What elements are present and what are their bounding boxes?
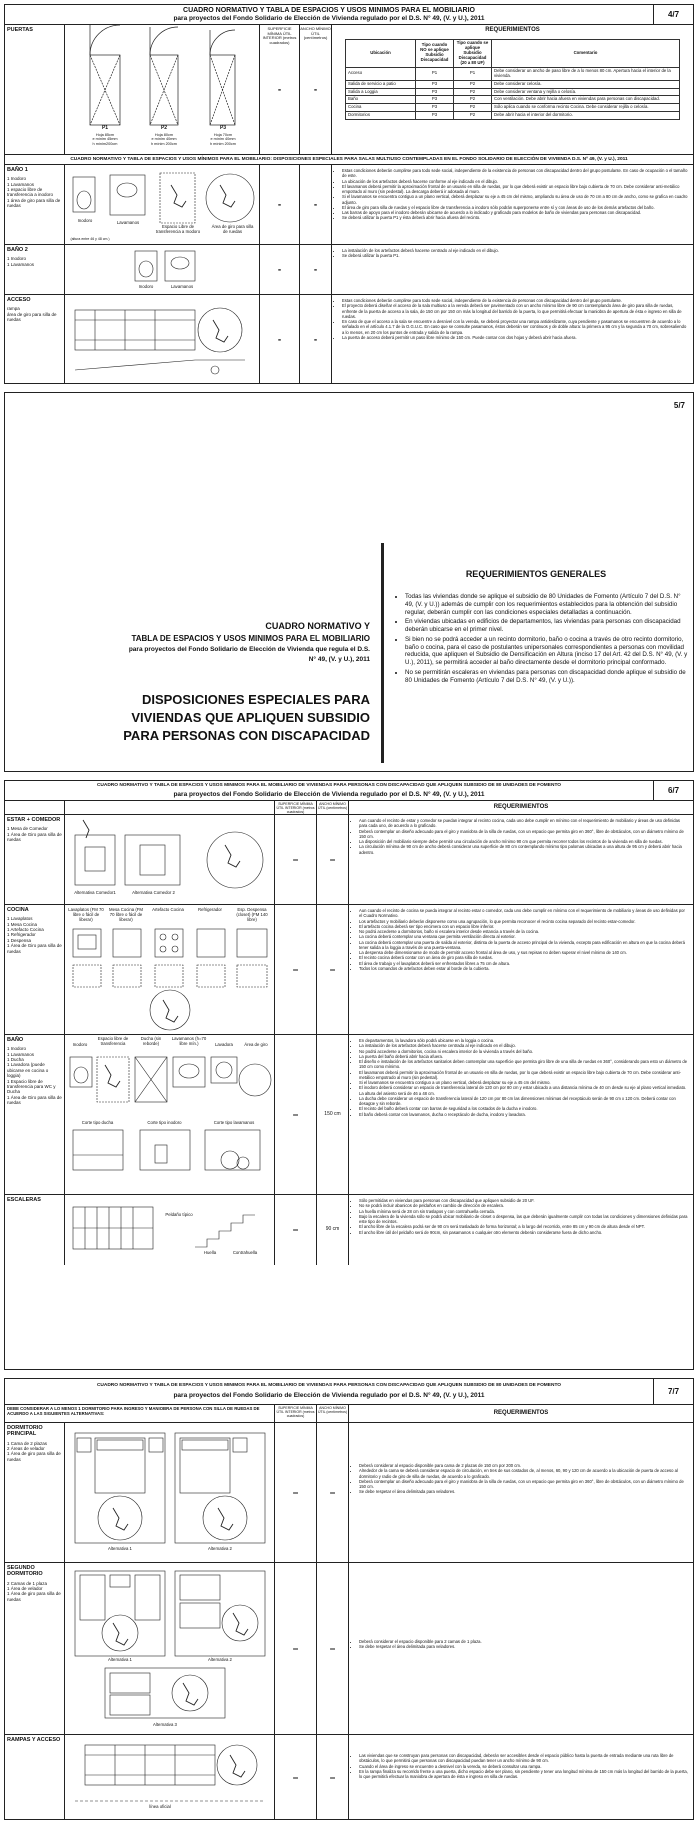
column-header-row bbox=[5, 801, 693, 815]
row-bano1 bbox=[5, 165, 693, 245]
page-subtitle: para proyectos del Fondo Solidario de Elección de Vivienda regulado por el D.S. N° 49, (V. y U.), 2011 bbox=[173, 1392, 485, 1399]
requirements-list: • Aun cuando el recinto de cocina se pueda integrar al recinto estar o comedor, cada uno debe cumplir en mínimo con el requerimiento de mobiliario y áreas de uso definidas por el Cuadro Normativo. • Los artefactos y mobiliario deberán disponerse como una agrupación, lo que permita reconocer el recinto cocina separado del recinto estar-comedor. • El artefacto cocina deberá ser tipo encimera con un espacio libre inferior. • No podrá accederse a dormitorios, baño ni escalera interior desde estancia a través de la cocina. • La cocina deberá contemplar una ventana que permita ventilación directa al exterior. • La cocina deberá contemplar una puerta de salida al exterior, distinta de la puerta de acceso principal de la vivienda, excepto para edificación en altura en que la cocina deberá tener salida a la loggia a través de una puerta-ventana. • La despensa debe dimensionarse de modo de permitir acceso frontal al área de uso, y sus repisas no deben superar el nivel mínimo de 140 cm. • El recinto cocina deberá contar con un área de giro para silla de ruedas. • El área de trabajo y el lavaplatos deberá ser enfrentados libres a 75 cm de altura. • Todos los comandos de artefactos deben estar al borde de la cubierta. bbox=[349, 905, 693, 1034]
page-number: 5/7 bbox=[673, 401, 685, 410]
page-title: CUADRO NORMATIVO Y TABLA DE ESPACIOS Y USOS MINIMOS PARA EL MOBILIARIO DE VIVIENDAS PARA PERSONAS CON DISCAPACIDAD QUE APLIQUEN SUBSIDIO DE 80 UNIDADES DE FOMENTO bbox=[96, 1383, 562, 1388]
page-subtitle: para proyectos del Fondo Solidario de Elección de Vivienda regulado por el D.S. N° 49, (V. y U.), 2011 bbox=[173, 15, 485, 22]
page-number: 7/7 bbox=[653, 1379, 693, 1404]
page-number: 6/7 bbox=[653, 781, 693, 800]
cuadro-title-4: N° 49, (V. y U.), 2011 bbox=[308, 656, 370, 663]
requirements-list: • Las viviendas que se construyan para personas con discapacidad, deberán ser accesibles desde el espacio público hasta la puerta de entrada mediante una ruta libre de obstáculos, lo que permitirá que personas con discapacidad puedan tener un ancho mínimo de 90 cm. • Cuando el área de ingreso se encuentre a desnivel con la vereda, se deberá consultar una rampa. • En la rampa finaliza su recorrido frente a una puerta, dicho espacio debe ser plano, sin pendiente y tener una longitud mínima de 150 cm más la longitud del barrido de la puerta, lo que permitirá efectuar la maniobra de apertura de ésta e ingreso en silla de ruedas. bbox=[349, 1735, 693, 1820]
requirements-list: • Aun cuando el recinto de estar y comedor se puedan integrar al recinto cocina, cada uno debe cumplir en mínimo con el requerimiento de mobiliario y áreas de uso definidas para cada uno, de acuerdo a lo graficado. • Deberá contemplar un diseño adecuado para el giro y maniobra de la silla de ruedas, con un espacio que permita giro en 360°, libre de obstáculos, con un diámetro mínimo de 150 cm. • La disposición del mobiliario siempre debe permitir una circulación de ancho mínimo 90 cm que permita recorrer todos los recintos de la vivienda en silla de ruedas. • La circulación mínima de 90 cm de ancho deberá considerar una superficie de 80 cm contemplando mínimo tipo palomas ubicadas a una altura de 95 cm y deberá abrir hacia adentro. bbox=[349, 815, 693, 904]
row-bano2 bbox=[5, 245, 693, 295]
page-title: CUADRO NORMATIVO Y TABLA DE ESPACIOS Y USOS MINIMOS PARA EL MOBILIARIO DE VIVIENDAS PARA PERSONAS CON DISCAPACIDAD QUE APLIQUEN SUBSIDIO DE 80 UNIDADES DE FOMENTO bbox=[96, 783, 562, 788]
door-p3-spec: Hoja 70cm e mínim 40mm h mínim 200cm bbox=[210, 133, 236, 146]
col-ancho: – bbox=[317, 1423, 349, 1562]
big-title-2: VIVIENDAS QUE APLIQUEN SUBSIDIO bbox=[131, 710, 370, 725]
page-header bbox=[5, 5, 693, 25]
row-label: ESCALERAS bbox=[5, 1195, 65, 1265]
col-superficie: - bbox=[260, 295, 300, 384]
requirements-list: • Todas las viviendas donde se aplique el subsidio de 80 Unidades de Fomento (Artículo 7 del D.S. N° 49, (V. y U.)) además de cumplir con los requerimientos establecidos para la obtención del subsidio regular, deberán cumplir con las condiciones especiales detalladas a continuación. • En viviendas ubicadas en edificios de departamentos, las viviendas para personas con discapacidad deberán ubicarse en el primer nivel. • Si bien no se podrá acceder a un recinto dormitorio, baño o cocina a través de otro recinto dormitorio, baño o cocina, para el caso de postulantes unipersonales correspondientes a personas con movilidad reducida, que apliquen el Subsidio de Densificación en Altura (inciso 17 del Art. 42 del D.S. N° 49, (V. y U.), 2011), se permitirá acceder al baño directamente desde el dormitorio principal conformado. • No se permitirán escaleras en viviendas para personas con discapacidad donde aplique el subsidio de 80 Unidades de Fomento (Artículo 7 del D.S. N° 49, (V. y U.)). bbox=[405, 593, 690, 684]
col-superficie: – bbox=[275, 1035, 317, 1194]
caption: Esp. Despensa (closet) (FM 140 libre) bbox=[236, 907, 268, 922]
estar-drawing bbox=[65, 815, 275, 904]
col-superficie: – bbox=[275, 1423, 317, 1562]
row-label: COCINA 1 Lavaplatos 1 Mesa Cocina 1 Artefacto Cocina 1 Refrigerador 1 Despensa 1 Área de Giro para silla de ruedas bbox=[5, 905, 65, 1034]
big-title-1: DISPOSICIONES ESPECIALES PARA bbox=[141, 692, 370, 707]
row-acceso bbox=[5, 295, 693, 384]
col-superficie: – bbox=[275, 905, 317, 1034]
caption: Alternativa 1 bbox=[108, 1657, 132, 1662]
row-label: BAÑO 1 Inodoro 1 Lavamanos 1 Ducha 1 Lavadora (puede ubicarse en cocina o loggia) 1 Espacio libre de transferencia para WC y Ducha 1 Área de Giro para silla de ruedas bbox=[5, 1035, 65, 1194]
requirements-list: • La instalación de los artefactos deberá hacerse centrado al eje indicado en el dibujo. • Se deberá utilizar la puerta P1. bbox=[332, 245, 693, 294]
row-rampas bbox=[5, 1735, 693, 1820]
escaleras-drawing bbox=[65, 1195, 275, 1265]
caption: Alternativa 2 bbox=[208, 1657, 232, 1662]
acceso-drawing bbox=[65, 295, 260, 384]
col-superficie: – bbox=[275, 1195, 317, 1265]
door-p2-spec: Hoja 80cm e mínim 40mm h mínim 200cm bbox=[151, 133, 177, 146]
caption: Inodoro bbox=[138, 284, 154, 289]
door-p3-name: P3 bbox=[219, 125, 227, 131]
col-superficie: SUPERFICIE MÍNIMA ÚTIL INTERIOR (metros cuadrados) bbox=[275, 801, 317, 814]
rampas-drawing bbox=[65, 1735, 275, 1820]
caption: Alternativa Comedor1 bbox=[74, 890, 116, 895]
bano-drawing bbox=[65, 1035, 275, 1194]
caption: Espacio libre de transferencia bbox=[97, 1036, 129, 1046]
cuadro-title-3: para proyectos del Fondo Solidario de Elección de Vivienda que regula el D.S. bbox=[128, 646, 370, 653]
caption: Alternativa Comedor 2 bbox=[132, 890, 175, 895]
row-label: BAÑO 2 1 Inodoro 1 Lavamanos bbox=[5, 245, 65, 294]
caption: Área de giro bbox=[244, 1042, 268, 1047]
row-label: BAÑO 1 1 Inodoro 1 Lavamanos 1 espacio libre de transferencia a inodoro 1 área de giro para silla de ruedas bbox=[5, 165, 65, 244]
col-superficie: – bbox=[275, 1735, 317, 1820]
requirements-title: REQUERIMIENTOS GENERALES bbox=[465, 569, 607, 579]
col-ancho: 90 cm bbox=[317, 1195, 349, 1265]
caption: Corte tipo ducha bbox=[81, 1120, 114, 1125]
big-title-3: PARA PERSONAS CON DISCAPACIDAD bbox=[123, 728, 370, 743]
page-4 bbox=[4, 4, 694, 384]
row-estar bbox=[5, 815, 693, 905]
page-title: CUADRO NORMATIVO Y TABLA DE ESPACIOS Y USOS MINIMOS PARA EL MOBILIARIO bbox=[183, 7, 475, 14]
row-label: ACCESO rampa área de giro para silla de ruedas bbox=[5, 295, 65, 384]
col-ancho: – bbox=[317, 815, 349, 904]
caption: Huella bbox=[203, 1250, 217, 1255]
col-ancho: ANCHO MÍNIMO ÚTIL (centímetros) bbox=[317, 1405, 349, 1422]
col-ancho: - bbox=[300, 295, 332, 384]
page-subtitle: para proyectos del Fondo Solidario de Elección de Vivienda regulado por el D.S. N° 49, (V. y U.), 2011 bbox=[173, 791, 485, 798]
requirements-list: • Estas condiciones deberán cumplirse para todo sede social, independiente de la existencia de personas con discapacidad dentro del grupo postulante. • El proyecto deberá diseñar el acceso de la sala multiuso a la vereda deberá ser pavimentado con un ancho mínimo libre de 90 cm contemplando área de giro para silla de ruedas, enfrente de la puerta de acceso a la sala, de 150 cm por 150 cm más la longitud del barrido de la puerta, lo que permitirá efectuar la maniobra de apertura de ésta e ingreso en silla de ruedas. • En caso de que el acceso a la sala se encuentre a desnivel con la vereda, se deberá proyectar una rampa antideslizante, cuya pendiente y pasamanos se encuentren de acuerdo a lo señalado en el artículo 4.1.7 de la O.G.U.C. En caso que se consulte pasamanos, éstos deberán ser continuos y de doble altura: la primera a 95 cm y la segunda a 70 cm, sobresaliendo a lo menos, en 20 cm los puntos de entrada y salida de la rampa. • La puerta de acceso deberá permitir un paso libre mínimo de 150 cm. Puede contar con dos hojas y deberá abrir hacia afuera. bbox=[332, 295, 693, 384]
req-header: REQUERIMIENTOS bbox=[493, 804, 549, 810]
caption: Lavamanos (h=70 libre mín.) bbox=[171, 1036, 207, 1046]
col-ancho: – bbox=[317, 905, 349, 1034]
table-row: Salida de servicio a patio P3 P2 Debe considerar celosía. bbox=[346, 80, 680, 88]
dorm2-drawing bbox=[65, 1563, 275, 1734]
caption: Corte tipo inodoro bbox=[147, 1120, 182, 1125]
row-label: RAMPAS Y ACCESO bbox=[5, 1735, 65, 1820]
table-row: Baño P3 P2 Con ventilación. Debe abrir hacia afuera en viviendas para personas con discapacidad. bbox=[346, 96, 680, 104]
row-label: ESTAR + COMEDOR 1 Mesa de Comedor 1 Área de Giro para silla de ruedas bbox=[5, 815, 65, 904]
caption: Lavamanos bbox=[170, 284, 194, 289]
caption: Peldaño típico bbox=[165, 1212, 193, 1217]
door-p2-name: P2 bbox=[160, 125, 168, 131]
col-superficie: SUPERFICIE MÍNIMA ÚTIL INTERIOR (metros cuadrados) bbox=[275, 1405, 317, 1422]
col-superficie: - bbox=[260, 245, 300, 294]
page-header bbox=[5, 781, 693, 801]
vertical-rule bbox=[381, 543, 384, 763]
requirements-list: • En departamentos, la lavadora sólo podrá ubicarse en la loggia o cocina. • La instalación de los artefactos deberá hacerse centrada al eje indicado en el dibujo. • No podrá accederse a dormitorios, cocina ni escalera interior de la vivienda a través del baño. • La puerta del baño deberá abrir hacia afuera. • El diseño e instalación de los artefactos sanitarios deben contemplar una superficie que permita giro libre de una silla de ruedas en 360°, considerando para esto un diámetro de 150 cm como mínimo. • El lavamanos deberá permitir la aproximación frontal de un usuario en silla de ruedas, por lo que deberá existir un espacio libre bajo cubierta de 70 cm. Debe considerar anti-metálico empotrado al muro (sin pedestal). • Si el lavamanos se encuentra contiguo a un plano vertical, deberá desplazar su eje a 45 cm del mismo. • El inodoro deberá considerar un espacio de transferencia lateral de 120 cm por 80 cm y estar ubicado a una distancia mínima de 40 cm desde su eje al plano vertical inmediato. La altura del asiento será de 46 a 48 cm. • La ducha debe considerar un espacio de transferencia lateral de 120 cm por 80 cm las dimensiones mínimas del receptáculo serán de 90 cm x 120 cm. Deberá contar con desagüe y sin reborde. • El recinto del baño deberá contar con barras de seguridad a los costados de la ducha e inodoro. • El baño deberá contar con lavamanos, ducha o receptáculo de ducha, inodoro y lavadora. bbox=[349, 1035, 693, 1194]
caption: línea oficial bbox=[149, 1804, 171, 1809]
caption: Mesa Cocina (FM 70 libre o fácil de liberar) bbox=[109, 907, 143, 922]
page-5 bbox=[4, 392, 694, 772]
row-label: DORMITORIO PRINCIPAL 1 Cama de 2 plazas 2 Áreas de velador 1 Área de giro para silla de ruedas bbox=[5, 1423, 65, 1562]
col-ancho: – bbox=[317, 1563, 349, 1734]
caption: Ducha (sin reborde) bbox=[140, 1036, 162, 1046]
col-superficie: – bbox=[275, 1563, 317, 1734]
table-row: Dormitorios P3 P2 Debe abrir hacia el interior del dormitorio. bbox=[346, 112, 680, 120]
col-superficie: – bbox=[275, 815, 317, 904]
requirements-list: • Deberá considerar al espacio disponible para cama de 2 plazas de 150 cm por 200 cm. • Alrededor de la cama se deberá considerar espacio de circulación, en tres de sus costados de, al menos, 60, 90 y 120 cm de acuerdo a la ubicación de puerta de acceso al dormitorio y radio de giro de silla de ruedas, de acuerdo a lo graficado. • Deberá contemplar un diseño adecuado para el giro y maniobra de la silla de ruedas, con un espacio que permita giro en 360°, libre de obstáculos, con un diámetro mínimo de 150 cm. • Se debe respetar el área delimitada para veladores. bbox=[349, 1423, 693, 1562]
caption: Inodoro bbox=[77, 218, 93, 223]
col-ancho: – bbox=[317, 1735, 349, 1820]
caption: (altura entre 46 y 48 cm.) bbox=[70, 237, 110, 241]
doors-drawing bbox=[65, 25, 260, 154]
req-header: REQUERIMIENTOS bbox=[485, 27, 540, 33]
caption: Corte tipo lavamanos bbox=[213, 1120, 255, 1125]
intro-text: DEBE CONSIDERAR A LO MENOS 1 DORMITORIO PARA INGRESO Y MANIOBRA DE PERSONA CON SILLA DE RUEDAS DE ACUERDO A LAS SIGUIENTES ALTERNATIVAS: bbox=[5, 1405, 275, 1422]
row-cocina bbox=[5, 905, 693, 1035]
requirements-list: • Deberá considerar el espacio disponible para 2 camas de 1 plaza. • Se debe respetar el área delimitada para veladores. bbox=[349, 1563, 693, 1734]
row-puertas bbox=[5, 25, 693, 155]
caption: Contrahuella bbox=[232, 1250, 258, 1255]
col-ancho: - bbox=[300, 165, 332, 244]
cocina-drawing bbox=[65, 905, 275, 1034]
caption: Lavadora bbox=[215, 1042, 233, 1047]
cuadro-title-2: TABLA DE ESPACIOS Y USOS MINIMOS PARA EL MOBILIARIO bbox=[131, 634, 370, 643]
table-row: Salida a Loggia P3 P2 Debe considerar ventana y rejilla o celosía. bbox=[346, 88, 680, 96]
caption: Inodoro bbox=[72, 1042, 88, 1047]
requirements-list: • Sólo permitidas en viviendas para personas con discapacidad que apliquen subsidio de 20 UF. • No se podrá incluir abanicos de peldaños en cambio de dirección de escalera. • La huella mínima será de 28 cm sin traslapos y con contrahuella cerrada. • Bajo la escalera de la vivienda sólo se podrá ubicar mobiliario de closet o despensa, las que deberán igualmente cumplir con todas las condiciones y dimensiones definidas para este tipo de recintos. • El ancho libre de la escalera podrá ser de 90 cm será trasladado de forma horizontal; a lo largo del recorrido, entre 85 cm y 90 cm de altura desde el NPT. • El ancho libre útil del peldaño será de 90cm, sin pasamanos o cualquier otro elemento deberán considerarse fuera de dicho ancho. bbox=[349, 1195, 693, 1265]
row-bano bbox=[5, 1035, 693, 1195]
col-superficie: SUPERFICIE MÍNIMA ÚTIL INTERIOR (metros cuadrados) - bbox=[260, 25, 300, 154]
door-p1-spec: Hoja 85cm e mínim 45mm h mínim200cm bbox=[92, 133, 118, 146]
col-ancho: ANCHO MÍNIMO ÚTIL (centímetros) bbox=[317, 801, 349, 814]
doors-table: Ubicación Tipo cuando NO se aplique Subsidio Discapacidad Tipo cuando se aplique Subsidio Discapacidad (20 a 80 UF) Comentario Acceso P1 P1 Debe considerar un ancho de paso libre de a lo menos 80 cm. Apertura hacia el interior de la vivienda. Salida de servicio a patio P3 P2 Debe considerar celosía. Salida a Loggia P3 P2 Debe considerar ventana y rejilla o celosía. Baño P3 P2 Con ventilación. Debe abrir hacia afuera en viviendas para personas con discapacidad. Cocina P3 P2 Sólo aplica cuando se conforma recinto Cocina. Debe considerar rejilla o celosía. Dormitorios P3 P2 Debe abrir hacia el interior del dormitorio. bbox=[345, 39, 680, 120]
col-ancho: - bbox=[300, 245, 332, 294]
cuadro-title-1: CUADRO NORMATIVO Y bbox=[265, 621, 370, 631]
section-band: CUADRO NORMATIVO Y TABLA DE ESPACIOS Y USOS MÍNIMOS PARA EL MOBILIARIO: DISPOSICIONES ESPECIALES PARA SALAS MULTIUSO CONTEMPLADAS EN EL FONDO SOLIDARIO DE ELECCIÓN DE VIVIENDA D.S. Nº 49, (V. y U.), 2011 bbox=[5, 155, 693, 165]
row-segundo-dormitorio bbox=[5, 1563, 693, 1735]
bano2-drawing bbox=[65, 245, 260, 294]
requirements-list: • Estas condiciones deberán cumplirse para todo sede social, independiente de la existencia de personas con discapacidad dentro del grupo postulante. En caso de ocupación o el tamaño de este. • La ubicación de los artefactos deberá hacerse conforme al eje indicado en el dibujo. • El lavamanos deberá permitir la aproximación frontal de un usuario en silla de ruedas, por lo que deberá existir un espacio libre bajo cubierta de 70 cm. Debe considerar anti-metálico empotrado al muro (sin pedestal). La descarga deberá ir adosada al muro. • Si el lavamanos se encuentra contiguo a un plano vertical, deberá desplazar su eje a 45 cm del mismo, ampliando su área de uso de 70 cm a 80 cm de ancho, como se grafica en cuadro adjunto. • El área de giro para silla de ruedas y el espacio libre de transferencia a inodoro sólo podrán superponerse entre sí y con áreas de uso de los demás artefactos del baño. • Las barras de apoyo para el inodoro deberán ubicarse de acuerdo a lo indicado y graficado para modelos de baño de viviendas para personas con discapacidad. • Se deberá utilizar la puerta P1 y ésta deberá abrir hacia afuera del recinto. bbox=[332, 165, 693, 244]
col-superficie: - bbox=[260, 165, 300, 244]
req-header: REQUERIMIENTOS bbox=[493, 1410, 549, 1416]
caption: Alternativa 3 bbox=[153, 1722, 177, 1727]
row-dormitorio-principal bbox=[5, 1423, 693, 1563]
table-row: Acceso P1 P1 Debe considerar un ancho de paso libre de a lo menos 80 cm. Apertura hacia el interior de la vivienda. bbox=[346, 67, 680, 80]
page-header bbox=[5, 1379, 693, 1405]
caption: Alternativa 2 bbox=[208, 1546, 232, 1551]
row-label: SEGUNDO DORMITORIO 2 Camas de 1 plaza 1 Área de velador 1 Área de giro para silla de ruedas bbox=[5, 1563, 65, 1734]
caption: Espacio Libre de transferencia a Inodoro bbox=[155, 224, 201, 234]
row-label: PUERTAS bbox=[5, 25, 65, 154]
caption: Artefacto Cocina bbox=[152, 907, 184, 912]
page-7 bbox=[4, 1378, 694, 1820]
row-escaleras bbox=[5, 1195, 693, 1265]
dorm1-drawing bbox=[65, 1423, 275, 1562]
caption: Alternativa 1 bbox=[108, 1546, 132, 1551]
caption: Refrigerador bbox=[198, 907, 222, 912]
table-row: Cocina P3 P2 Sólo aplica cuando se conforma recinto Cocina. Debe considerar rejilla o celosía. bbox=[346, 104, 680, 112]
page-number: 4/7 bbox=[653, 5, 693, 24]
col-ancho: ANCHO MÍNIMO ÚTIL (centímetros) - bbox=[300, 25, 332, 154]
page-6 bbox=[4, 780, 694, 1370]
caption: Área de giro para silla de ruedas bbox=[211, 224, 254, 234]
door-p1-name: P1 bbox=[101, 125, 109, 131]
caption: Lavamanos bbox=[116, 220, 140, 225]
caption: Lavaplatos (FM 70 libre o fácil de liberar) bbox=[68, 907, 104, 922]
col-ancho: 150 cm bbox=[317, 1035, 349, 1194]
bano1-drawing bbox=[65, 165, 260, 244]
column-header-row bbox=[5, 1405, 693, 1423]
